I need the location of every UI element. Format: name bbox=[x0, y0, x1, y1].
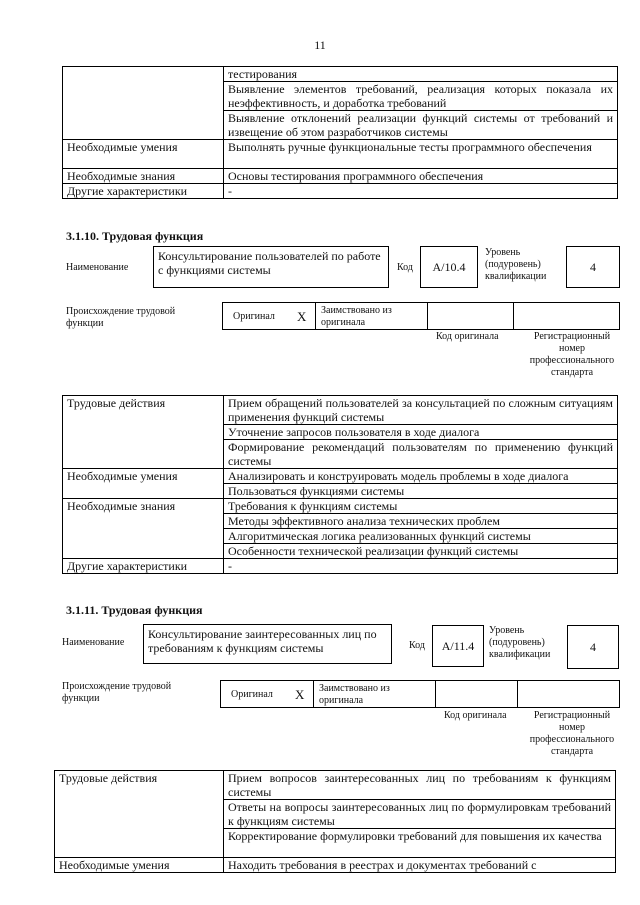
origin-row bbox=[220, 680, 620, 708]
cell: Выявление отклонений реализации функций системы от требований и извещение об этом разработчиков системы bbox=[224, 111, 618, 140]
reg-number-caption: Регистрационный номер профессионального стандарта bbox=[529, 331, 615, 378]
row-label: Другие характеристики bbox=[63, 559, 224, 574]
borrowed-label: Заимствовано из оригинала bbox=[321, 305, 392, 328]
cell: Выполнять ручные функциональные тесты программного обеспечения bbox=[224, 140, 618, 169]
section-title: 3.1.10. Трудовая функция bbox=[66, 229, 204, 243]
divider bbox=[427, 303, 428, 329]
row-label: Необходимые умения bbox=[63, 140, 224, 169]
cell: Прием вопросов заинтересованных лиц по требованиям к функциям системы bbox=[224, 771, 616, 800]
row-label: Другие характеристики bbox=[63, 184, 224, 199]
original-label: Оригинал bbox=[231, 689, 273, 700]
row-label: Трудовые действия bbox=[55, 771, 224, 858]
page-number: 11 bbox=[314, 38, 326, 52]
row-label: Необходимые знания bbox=[63, 169, 224, 184]
divider bbox=[315, 303, 316, 329]
origin-row bbox=[222, 302, 620, 330]
cell: Формирование рекомендаций пользователям по применению функций системы bbox=[224, 440, 618, 469]
divider bbox=[435, 681, 436, 707]
name-label: Наименование bbox=[66, 262, 129, 273]
table-row bbox=[55, 771, 616, 800]
borrowed-label: Заимствовано из оригинала bbox=[319, 683, 390, 706]
cell: Прием обращений пользователей за консультацией по сложным ситуациям применения функций системы bbox=[224, 396, 618, 425]
row-label bbox=[63, 67, 224, 140]
row-label: Необходимые умения bbox=[55, 858, 224, 873]
table-row bbox=[63, 169, 618, 184]
name-label: Наименование bbox=[62, 637, 125, 648]
table-row bbox=[63, 499, 618, 514]
row-label: Необходимые умения bbox=[63, 469, 224, 499]
level-label: Уровень (подуровень) квалификации bbox=[485, 247, 547, 282]
level-box: 4 bbox=[566, 246, 620, 288]
table-function-10 bbox=[62, 395, 618, 574]
cell: Уточнение запросов пользователя в ходе диалога bbox=[224, 425, 618, 440]
divider bbox=[513, 303, 514, 329]
divider bbox=[313, 681, 314, 707]
divider bbox=[517, 681, 518, 707]
cell: - bbox=[224, 559, 618, 574]
table-row bbox=[63, 469, 618, 484]
origin-code-caption: Код оригинала bbox=[444, 710, 507, 721]
original-mark: X bbox=[295, 687, 305, 702]
cell: Методы эффективного анализа технических проблем bbox=[224, 514, 618, 529]
code-box: A/11.4 bbox=[432, 625, 484, 667]
row-label: Трудовые действия bbox=[63, 396, 224, 469]
code-label: Код bbox=[409, 640, 425, 651]
original-mark: X bbox=[297, 309, 307, 324]
level-label: Уровень (подуровень) квалификации bbox=[489, 625, 551, 660]
table-row bbox=[63, 184, 618, 199]
row-label: Необходимые знания bbox=[63, 499, 224, 559]
table-row bbox=[63, 559, 618, 574]
original-label: Оригинал bbox=[233, 311, 275, 322]
cell: Ответы на вопросы заинтересованных лиц по формулировкам требований к функциям системы bbox=[224, 800, 616, 829]
table-continuation bbox=[62, 66, 618, 199]
table-row bbox=[63, 140, 618, 169]
origin-label: Происхождение трудовой функции bbox=[66, 306, 176, 329]
origin-code-caption: Код оригинала bbox=[436, 331, 499, 342]
table-row bbox=[63, 67, 618, 82]
table-function-11 bbox=[54, 770, 616, 873]
table-row bbox=[63, 396, 618, 425]
cell: Выявление элементов требований, реализация которых показала их неэффективность, и доработка требований bbox=[224, 82, 618, 111]
cell: Анализировать и конструировать модель проблемы в ходе диалога bbox=[224, 469, 618, 484]
cell: Требования к функциям системы bbox=[224, 499, 618, 514]
cell: тестирования bbox=[224, 67, 618, 82]
code-box: A/10.4 bbox=[420, 246, 478, 288]
section-title: 3.1.11. Трудовая функция bbox=[66, 603, 203, 617]
origin-label: Происхождение трудовой функции bbox=[62, 681, 172, 704]
cell: Пользоваться функциями системы bbox=[224, 484, 618, 499]
table-row bbox=[55, 858, 616, 873]
function-name-box: Консультирование заинтересованных лиц по требованиям к функциям системы bbox=[143, 624, 392, 664]
cell: Находить требования в реестрах и документах требований с bbox=[224, 858, 616, 873]
cell: Особенности технической реализации функций системы bbox=[224, 544, 618, 559]
reg-number-caption: Регистрационный номер профессионального стандарта bbox=[529, 710, 615, 757]
level-box: 4 bbox=[567, 625, 619, 669]
function-name-box: Консультирование пользователей по работе с функциями системы bbox=[153, 246, 389, 288]
cell: Алгоритмическая логика реализованных функций системы bbox=[224, 529, 618, 544]
cell: Основы тестирования программного обеспечения bbox=[224, 169, 618, 184]
code-label: Код bbox=[397, 262, 413, 273]
cell: Корректирование формулировки требований для повышения их качества bbox=[224, 829, 616, 858]
cell: - bbox=[224, 184, 618, 199]
